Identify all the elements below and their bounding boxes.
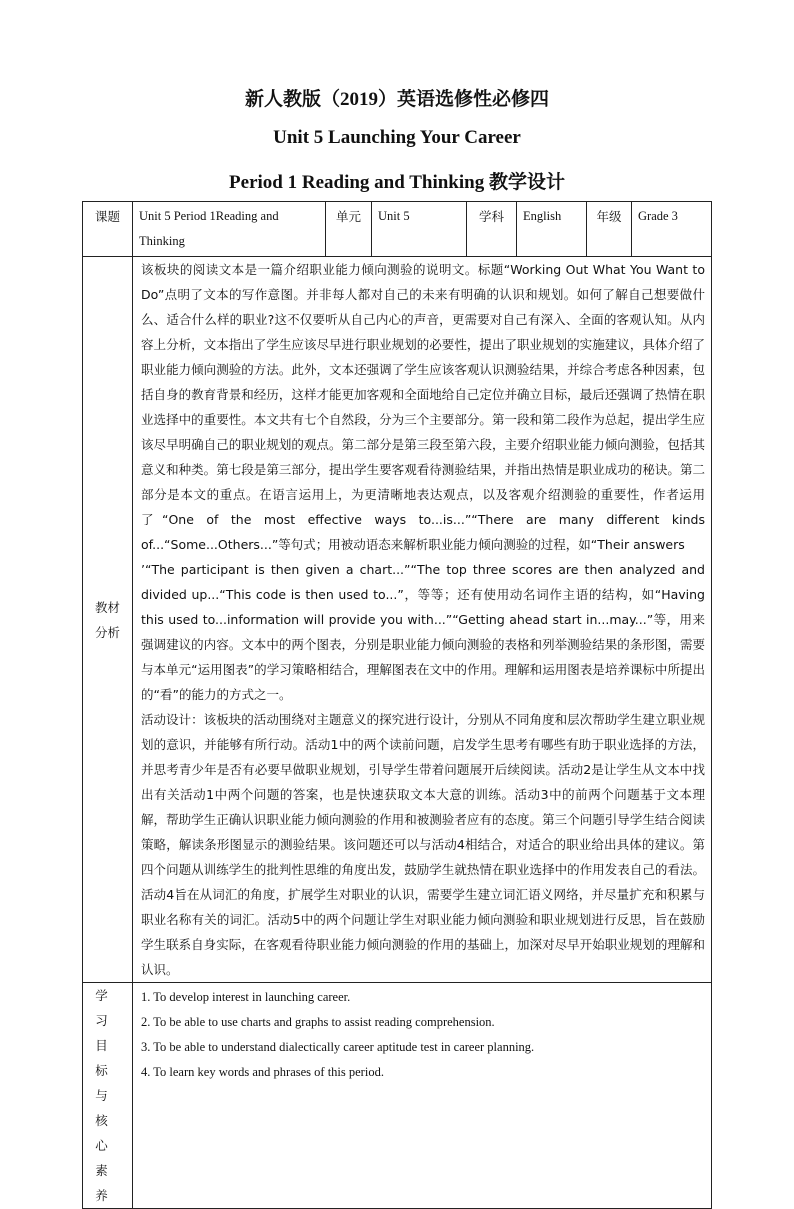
goal-item: 2. To be able to use charts and graphs to assist reading comprehension. bbox=[141, 1015, 495, 1029]
subject-label: 学科 bbox=[467, 202, 517, 257]
unit-title: Unit 5 Launching Your Career bbox=[273, 127, 521, 148]
unit-label: 单元 bbox=[326, 202, 372, 257]
goal-item: 3. To be able to understand dialectically career aptitude test in career planning. bbox=[141, 1040, 535, 1054]
lesson-label: 课题 bbox=[83, 202, 133, 257]
analysis-content bbox=[133, 257, 712, 983]
info-row bbox=[83, 202, 712, 257]
analysis-label: 教材分析 bbox=[83, 257, 133, 983]
analysis-paragraph: 该板块的阅读文本是一篇介绍职业能力倾向测验的说明文。标题“Working Out What You Want to Do”点明了文本的写作意图。并非每人都对自己的未来有明确的认识和规划。如何了解自己想要做什么、适合什么样的职业?这不仅要听从自己内心的声音，更需要对自己有深入、全面的客观认知。从内容上分析，文本指出了学生应该尽早进行职业规划的必要性，提出了职业规划的实施建议，具体介绍了职业能力倾向测验的方法。此外，文本还强调了学生应该客观认识测验结果，并综合考虑各种因素，包括自身的教育背景和经历，这样才能更加客观和全面地给自己定位并确立目标，最后还强调了热情在职业选择中的重要性。本文共有七个自然段，分为三个主要部分。第一段和第二段作为总起，提出学生应该尽早明确自己的职业规划的观点。第二部分是第三段至第六段，主要介绍职业能力倾向测验，包括其意义和种类。第七段是第三部分，提出学生要客观看待测验结果，并指出热情是职业成功的秘诀。第二部分是本文的重点。在语言运用上，为更清晰地表达观点，以及客观介绍测验的重要性，作者运用了“One of the most effective ways to...is...”“There are many different kinds of...“Some...Others...”等句式；用被动语态来解析职业能力倾向测验的过程，如“Their answers bbox=[141, 262, 705, 552]
lesson-value: Unit 5 Period 1Reading and Thinking bbox=[133, 202, 326, 257]
goal-item: 1. To develop interest in launching career. bbox=[141, 990, 351, 1004]
analysis-row bbox=[83, 257, 712, 983]
analysis-paragraph: ’“The participant is then given a chart...”“The top three scores are then analyzed and divided up...“This code is then used to...”，等等；还有使用动名词作主语的结构，如“Having this used to...information will provide you with...”“Getting ahead start in...may...”等，用来强调建议的内容。文本中的两个图表，分别是职业能力倾向测验的表格和列举测验结果的条形图，需要与本单元“运用图表”的学习策略相结合，理解图表在文中的作用。理解和运用图表是培养课标中所提出的“看”的能力的方式之一。 bbox=[141, 562, 705, 702]
analysis-paragraph: 活动设计：该板块的活动围绕对主题意义的探究进行设计，分别从不同角度和层次帮助学生建立职业规划的意识，并能够有所行动。活动1中的两个读前问题，启发学生思考有哪些有助于职业选择的方法，并思考青少年是否有必要早做职业规划，引导学生带着问题展开后续阅读。活动2是让学生从文本中找出有关活动1中两个问题的答案，也是快速获取文本大意的训练。活动3中的前两个问题基于文本理解，帮助学生正确认识职业能力倾向测验的作用和被测验者应有的态度。第三个问题引导学生结合阅读策略，解读条形图显示的测验结果。该问题还可以与活动4相结合，对适合的职业给出具体的建议。第四个问题从训练学生的批判性思维的角度出发，鼓励学生就热情在职业选择中的作用发表自己的看法。活动4旨在从词汇的角度，扩展学生对职业的认识，需要学生建立词汇语义网络，并尽量扩充和积累与职业名称有关的词汇。活动5中的两个问题让学生对职业能力倾向测验和职业规划进行反思，旨在鼓励学生联系自身实际，在客观看待职业能力倾向测验的作用的基础上，加深对尽早开始职业规划的理解和认识。 bbox=[141, 712, 705, 977]
unit-value: Unit 5 bbox=[372, 202, 467, 257]
lesson-plan-table bbox=[82, 201, 712, 1209]
grade-label: 年级 bbox=[587, 202, 632, 257]
goals-row bbox=[83, 983, 712, 1209]
goals-content bbox=[133, 983, 712, 1209]
period-title: Period 1 Reading and Thinking 教学设计 bbox=[229, 172, 565, 193]
document-title: 新人教版（2019）英语选修性必修四 bbox=[244, 89, 549, 110]
goals-label: 学习目标与核心素养 bbox=[83, 983, 133, 1209]
grade-value: Grade 3 bbox=[632, 202, 712, 257]
goal-item: 4. To learn key words and phrases of this period. bbox=[141, 1065, 384, 1079]
subject-value: English bbox=[517, 202, 587, 257]
